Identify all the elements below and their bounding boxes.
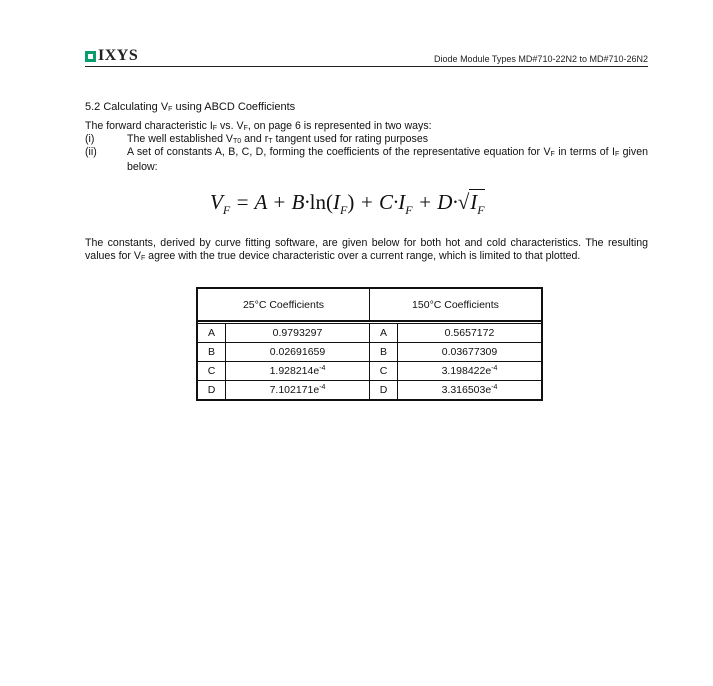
header-150c: 150°C Coefficients	[370, 288, 543, 321]
coef-value-25c: 0.02691659	[226, 343, 370, 362]
table-header-row	[197, 288, 542, 321]
logo-text: IXYS	[98, 47, 139, 64]
ixys-logo	[85, 48, 138, 64]
coef-letter: B	[197, 343, 226, 362]
table-row	[197, 324, 542, 343]
list-number: (ii)	[85, 146, 97, 158]
coef-value-150c: 0.5657172	[398, 324, 543, 343]
vf-equation: $V_F = A + B\cdot\ln(I_F) + C\cdot I_F + D\cdot√I_F$	[210, 190, 485, 217]
section-title: 5.2 Calculating $V_F$ using ABCD Coefficients	[85, 101, 296, 113]
document-title: Diode Module Types MD#710-22N2 to MD#710-26N2	[434, 54, 648, 64]
fit-paragraph: The constants, derived by curve fitting software, are given below for both hot and cold characteristics. The resulting values for $V_F$ agree with the true device characteristic over a current range, which is limited to that plotted.	[85, 237, 648, 262]
coef-letter: D	[197, 381, 226, 401]
coef-value-25c: $1.928214e^{-4}$	[226, 362, 370, 381]
coef-letter: C	[370, 362, 398, 381]
coef-letter: B	[370, 343, 398, 362]
coef-letter: A	[370, 324, 398, 343]
coef-value-150c: 0.03677309	[398, 343, 543, 362]
list-text: A set of constants A, B, C, D, forming the coefficients of the representative equation for $V_F$ in terms of $I_F$ given below:	[127, 146, 648, 173]
sqrt-icon: √	[457, 190, 470, 214]
coef-value-150c: $3.316503e^{-4}$	[398, 381, 543, 401]
list-text: The well established $V_{T0}$ and $r_T$ tangent used for rating purposes	[127, 133, 429, 145]
header-25c: 25°C Coefficients	[197, 288, 370, 321]
coef-value-25c: 0.9793297	[226, 324, 370, 343]
ixys-logo-mark-icon	[85, 51, 96, 62]
coef-value-25c: $7.102171e^{-4}$	[226, 381, 370, 401]
coef-letter: A	[197, 324, 226, 343]
coefficients-table	[196, 287, 543, 401]
coef-letter: C	[197, 362, 226, 381]
coef-value-150c: $3.198422e^{-4}$	[398, 362, 543, 381]
table-row	[197, 343, 542, 362]
page-header	[85, 46, 648, 67]
coef-letter: D	[370, 381, 398, 401]
table-row	[197, 381, 542, 401]
list-number: (i)	[85, 133, 95, 145]
intro-paragraph: The forward characteristic $I_F$ vs. $V_F$, on page 6 is represented in two ways:	[85, 120, 432, 132]
table-row	[197, 362, 542, 381]
